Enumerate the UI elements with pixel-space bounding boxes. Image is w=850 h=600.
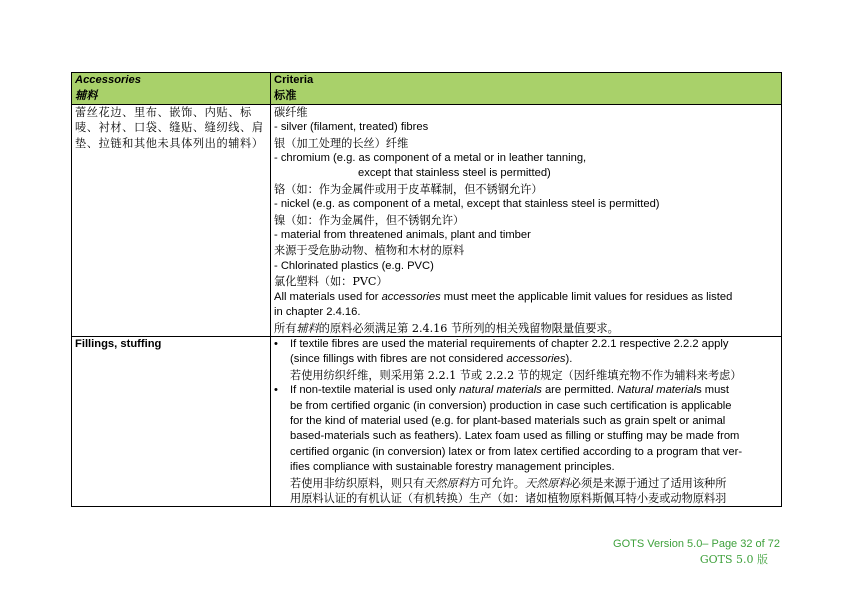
bullet-text: (since fillings with fibres are not considered bbox=[290, 353, 507, 366]
bullet-text-line bbox=[290, 383, 778, 398]
accessories-description-line: 蕾丝花边、里布、嵌饰、内贴、标 bbox=[75, 105, 252, 119]
criteria-line: - Chlorinated plastics (e.g. PVC) bbox=[274, 259, 434, 272]
bullet-cn-text: 方可允许。 bbox=[469, 476, 525, 490]
table-row-accessories bbox=[72, 104, 782, 336]
bullet-text-line: If textile fibres are used the material requirements of chapter 2.2.1 respective 2.2.2 apply bbox=[290, 337, 729, 350]
footer-version-cn: GOTS 5.0 版 bbox=[699, 553, 768, 566]
criteria-line: - nickel (e.g. as component of a metal, except that stainless steel is permitted) bbox=[274, 198, 660, 211]
bullet-text-line-cn: 若使用纺织纤维，则采用第 2.2.1 节或 2.2.2 节的规定（因纤维填充物不作为辅料来考虑） bbox=[290, 368, 742, 382]
table-row-fillings bbox=[72, 336, 782, 506]
accessories-description-cell bbox=[72, 104, 271, 336]
bullet-emphasis: natural materials bbox=[459, 384, 542, 397]
bullet-icon: • bbox=[274, 384, 278, 397]
accessories-description-line: 垫、拉链和其他未具体列出的辅料） bbox=[75, 136, 264, 150]
criteria-line: 碳纤维 bbox=[274, 105, 308, 119]
bullet-text-line: based-materials such as feathers). Latex foam used as filling or stuffing may be made from bbox=[290, 430, 740, 443]
criteria-line: - chromium (e.g. as component of a metal or in leather tanning, bbox=[274, 152, 587, 165]
fillings-label: Fillings, stuffing bbox=[75, 337, 162, 350]
bullet-text-line: ifies compliance with sustainable forestry management principles. bbox=[290, 461, 615, 474]
limit-values-emphasis: accessories bbox=[381, 290, 441, 303]
criteria-line: 来源于受危胁动物、植物和木材的原料 bbox=[274, 244, 465, 258]
limit-values-cn-emphasis: 辅料 bbox=[296, 321, 319, 335]
bullet-icon: • bbox=[274, 337, 278, 350]
bullet-text-line-cn bbox=[290, 476, 778, 491]
bullet-cn-emphasis: 天然原料 bbox=[424, 476, 470, 490]
accessories-criteria-cell bbox=[271, 104, 782, 336]
limit-values-paragraph-end: in chapter 2.4.16. bbox=[274, 306, 361, 319]
bullet-text: s must bbox=[696, 384, 730, 397]
bullet-text: are permitted. bbox=[541, 384, 618, 397]
bullet-text: If non-textile material is used only bbox=[290, 384, 460, 397]
bullet-cn-text: 必须是来源于通过了适用该种所 bbox=[569, 476, 727, 490]
criteria-line: except that stainless steel is permitted) bbox=[358, 167, 551, 180]
bullet-emphasis: accessories bbox=[506, 353, 566, 366]
criteria-line: 氯化塑料（如：PVC） bbox=[274, 275, 388, 289]
footer-version-page: GOTS Version 5.0– Page 32 of 72 bbox=[613, 538, 780, 550]
fillings-label-cell bbox=[72, 336, 271, 506]
header-accessories-en: Accessories bbox=[75, 74, 141, 86]
table-header-row bbox=[72, 73, 782, 105]
fillings-criteria-cell bbox=[271, 336, 782, 506]
header-accessories-cn: 辅料 bbox=[75, 88, 98, 103]
limit-values-cn-text: 所有 bbox=[274, 321, 297, 335]
bullet-emphasis: Natural material bbox=[617, 384, 697, 397]
page-footer bbox=[613, 537, 780, 567]
limit-values-text: must meet the applicable limit values for residues as listed bbox=[440, 290, 733, 303]
limit-values-paragraph bbox=[274, 290, 778, 305]
bullet-cn-emphasis: 天然原料 bbox=[524, 476, 570, 490]
header-criteria-cn: 标准 bbox=[274, 88, 297, 103]
criteria-line: 铬（如：作为金属件或用于皮革鞣制，但不锈钢允许） bbox=[274, 182, 543, 196]
bullet-text: ). bbox=[565, 353, 573, 366]
criteria-line: 银（加工处理的长丝）纤维 bbox=[274, 136, 409, 150]
criteria-table bbox=[71, 72, 782, 507]
bullet-item-textile bbox=[274, 337, 778, 383]
bullet-item-non-textile bbox=[274, 383, 778, 506]
header-criteria-en: Criteria bbox=[274, 74, 314, 86]
criteria-line: - material from threatened animals, plant and timber bbox=[274, 229, 531, 242]
limit-values-text: All materials used for bbox=[274, 290, 382, 303]
criteria-line: 镍（如：作为金属件，但不锈钢允许） bbox=[274, 213, 465, 227]
limit-values-cn-text: 的原料必须满足第 2.4.16 节所列的相关残留物限量值要求。 bbox=[318, 321, 619, 335]
bullet-text-line: certified organic (in conversion) latex or from latex certified according to a program that ver- bbox=[290, 445, 743, 458]
criteria-line: - silver (filament, treated) fibres bbox=[274, 121, 429, 134]
header-accessories bbox=[72, 73, 271, 105]
bullet-text-line: for the kind of material used (e.g. for plant-based materials such as grain spelt or animal bbox=[290, 414, 726, 427]
bullet-text-line-cn: 用原料认证的有机认证（有机转换）生产（如：诸如植物原料斯佩耳特小麦或动物原料羽 bbox=[290, 491, 727, 505]
header-criteria bbox=[271, 73, 782, 105]
accessories-description-line: 唛、衬材、口袋、缝贴、缝纫线、肩 bbox=[75, 121, 264, 135]
bullet-cn-text: 若使用非纺织原料，则只有 bbox=[290, 476, 425, 490]
limit-values-paragraph-cn bbox=[274, 321, 778, 336]
bullet-text-line: be from certified organic (in conversion) production in case such certification is applicable bbox=[290, 399, 732, 412]
bullet-text-line bbox=[290, 352, 778, 367]
